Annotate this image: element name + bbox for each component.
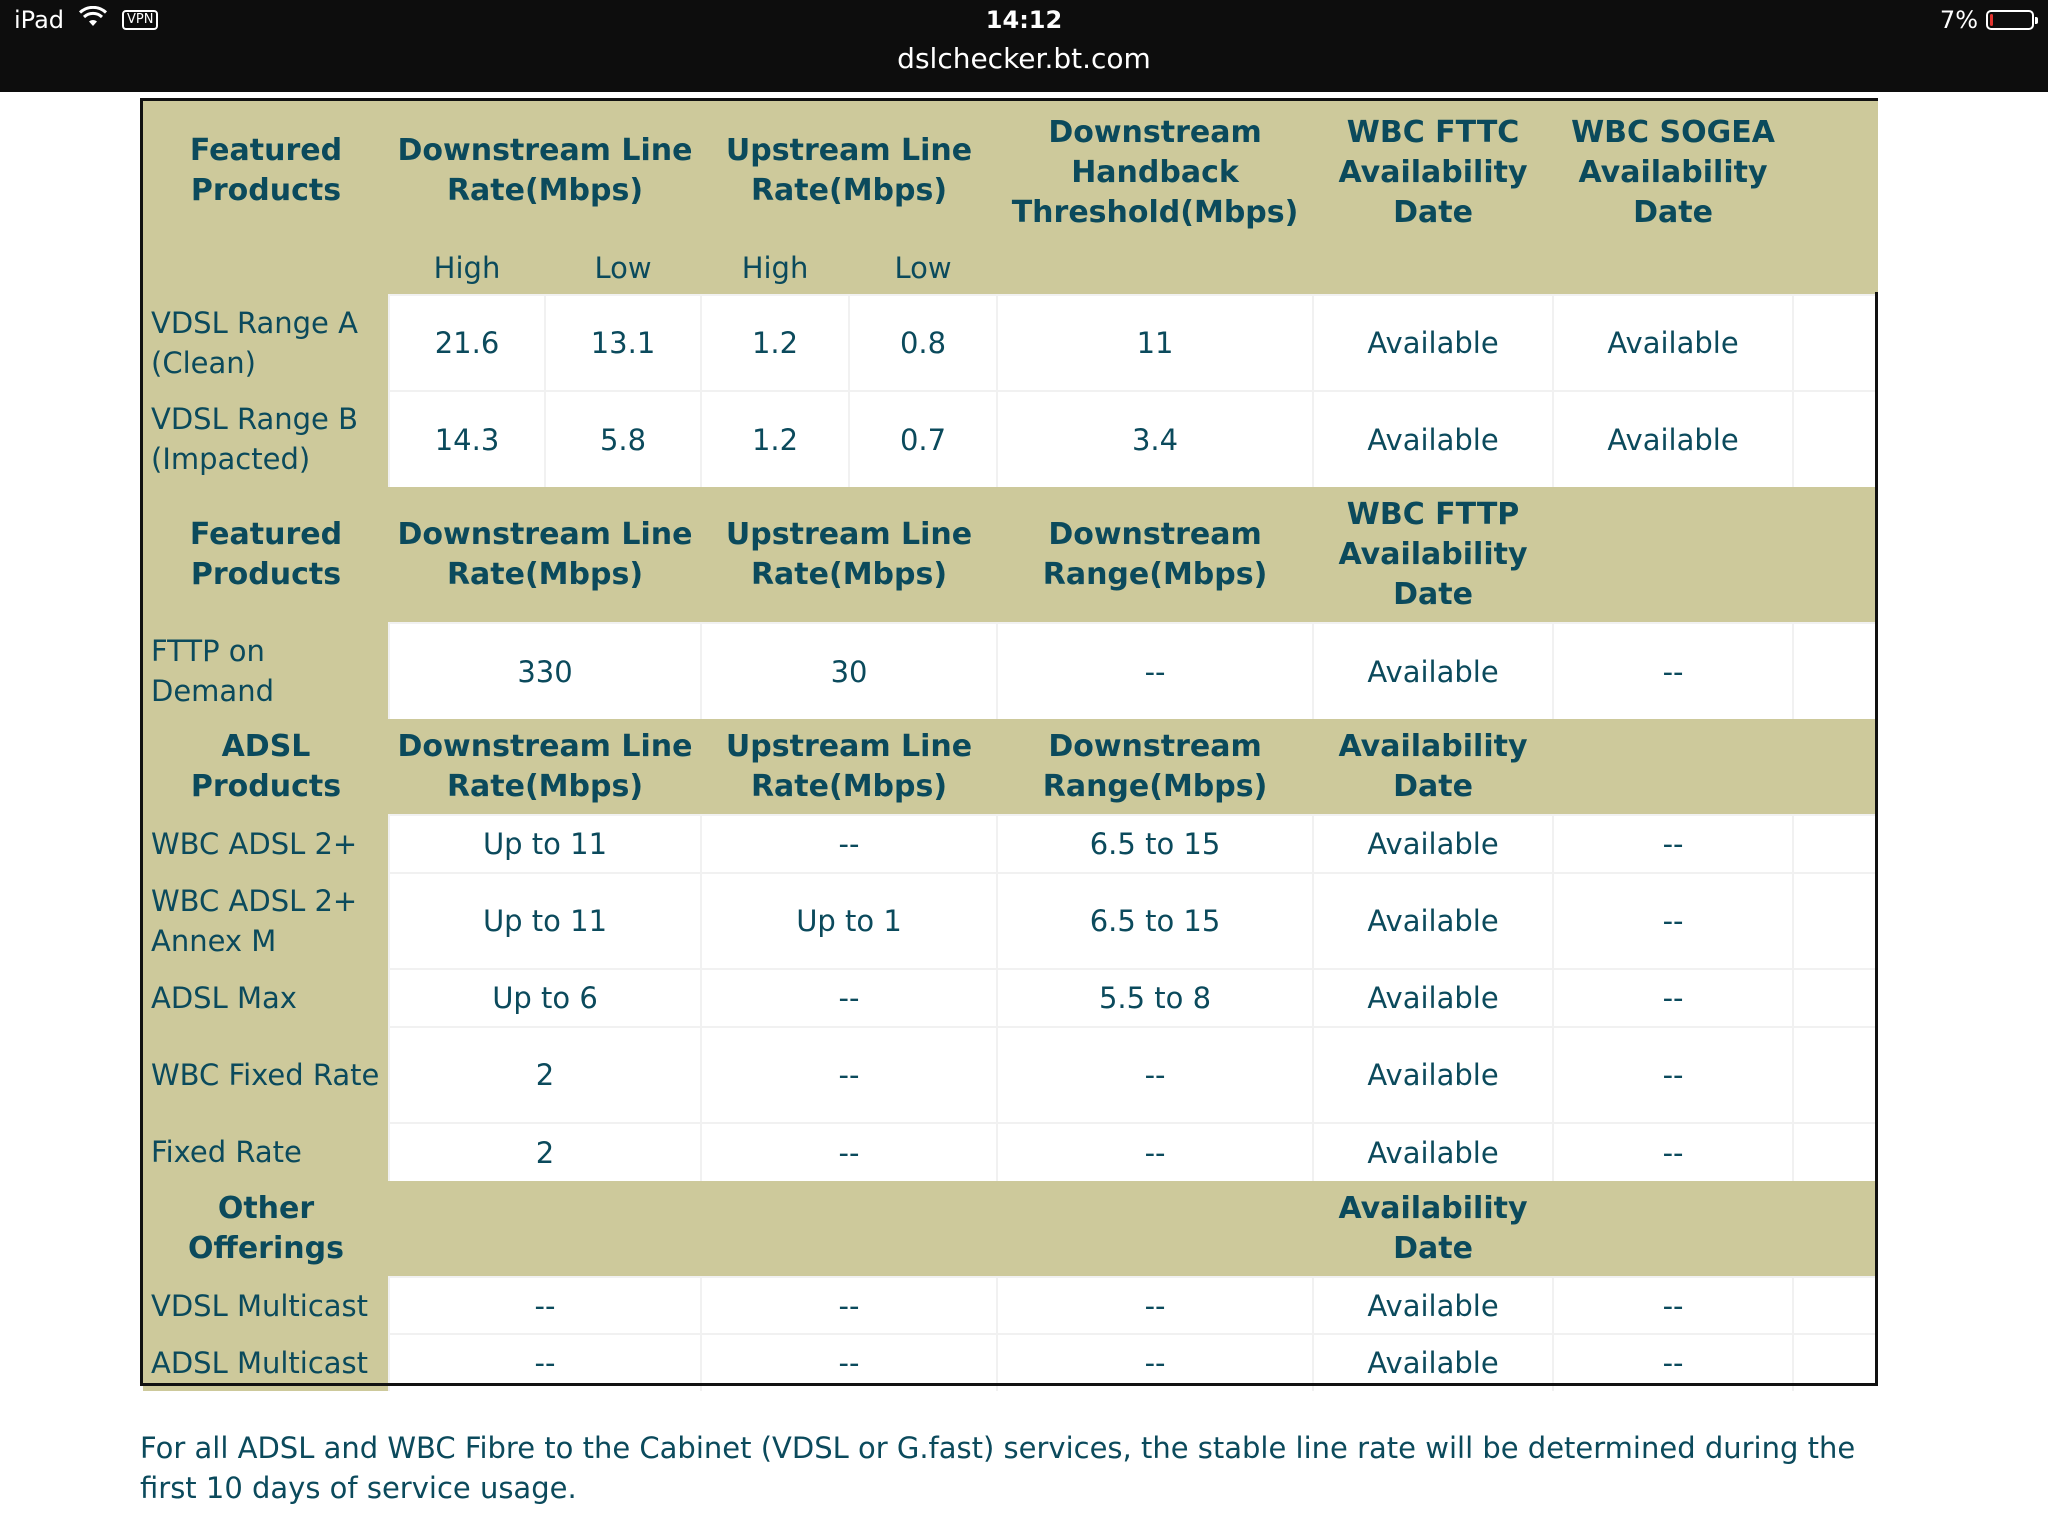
cell-fttc-availability: Available <box>1313 391 1553 487</box>
header-upstream-line-rate: Upstream Line Rate(Mbps) <box>701 101 997 241</box>
fttp-header-row <box>143 487 1878 623</box>
cell-extra: -- <box>1553 1277 1793 1334</box>
status-right <box>1940 6 2034 34</box>
table-right-border <box>1875 292 1878 1386</box>
table-bottom-border <box>140 1383 1878 1386</box>
cell-upstream: -- <box>701 1123 997 1181</box>
vpn-badge: VPN <box>122 10 158 30</box>
header-downstream-line-rate: Downstream Line Rate(Mbps) <box>389 719 701 815</box>
cell-upstream: -- <box>701 1027 997 1123</box>
cell-availability: Available <box>1313 815 1553 873</box>
header-downstream-line-rate: Downstream Line Rate(Mbps) <box>389 101 701 241</box>
cell-availability: Available <box>1313 1123 1553 1181</box>
header-spacer <box>1793 1181 1878 1277</box>
product-name: ADSL Max <box>143 969 389 1027</box>
subheader-blank <box>143 241 389 295</box>
table-row <box>143 873 1878 969</box>
cell-range: 6.5 to 15 <box>997 873 1313 969</box>
table-row <box>143 391 1878 487</box>
cell-handback: 11 <box>997 295 1313 391</box>
cell-availability: Available <box>1313 1334 1553 1391</box>
header-availability-date: Availability Date <box>1313 719 1553 815</box>
header-featured-products: Featured Products <box>143 101 389 241</box>
header-blank <box>1553 1181 1793 1277</box>
cell-extra: -- <box>1553 1334 1793 1391</box>
table-row <box>143 815 1878 873</box>
vdsl-header-row <box>143 101 1878 241</box>
product-name: FTTP on Demand <box>143 623 389 719</box>
table-row <box>143 1027 1878 1123</box>
product-name: VDSL Multicast <box>143 1277 389 1334</box>
cell-spacer <box>1793 1123 1878 1181</box>
table-row <box>143 969 1878 1027</box>
header-adsl-products: ADSL Products <box>143 719 389 815</box>
cell-availability: Available <box>1313 969 1553 1027</box>
table-row <box>143 1277 1878 1334</box>
cell-up-low: 0.8 <box>849 295 997 391</box>
cell-upstream: 30 <box>701 623 997 719</box>
cell-down-low: 5.8 <box>545 391 701 487</box>
cell-downstream: Up to 6 <box>389 969 701 1027</box>
cell-availability: Available <box>1313 873 1553 969</box>
cell-handback: 3.4 <box>997 391 1313 487</box>
address-url[interactable]: dslchecker.bt.com <box>897 42 1151 75</box>
header-availability-date: Availability Date <box>1313 1181 1553 1277</box>
cell-down-high: 14.3 <box>389 391 545 487</box>
status-bar <box>0 0 2048 92</box>
cell-extra: -- <box>1553 623 1793 719</box>
cell-spacer <box>1793 295 1878 391</box>
header-upstream-line-rate: Upstream Line Rate(Mbps) <box>701 487 997 623</box>
adsl-header-row <box>143 719 1878 815</box>
product-name: ADSL Multicast <box>143 1334 389 1391</box>
header-blank <box>701 1181 997 1277</box>
header-downstream-range: Downstream Range(Mbps) <box>997 487 1313 623</box>
cell-availability: Available <box>1313 1277 1553 1334</box>
table-row <box>143 623 1878 719</box>
header-blank <box>1553 487 1793 623</box>
cell-spacer <box>1793 1277 1878 1334</box>
header-wbc-sogea-availability: WBC SOGEA Availability Date <box>1553 101 1793 295</box>
cell-sogea-availability: Available <box>1553 391 1793 487</box>
header-featured-products: Featured Products <box>143 487 389 623</box>
table-row <box>143 295 1878 391</box>
cell-upstream: -- <box>701 969 997 1027</box>
cell-range: -- <box>997 623 1313 719</box>
cell-upstream: -- <box>701 1277 997 1334</box>
other-header-row <box>143 1181 1878 1277</box>
header-downstream-line-rate: Downstream Line Rate(Mbps) <box>389 487 701 623</box>
subheader-down-high: High <box>389 241 545 295</box>
cell-downstream: -- <box>389 1277 701 1334</box>
battery-percent: 7% <box>1939 6 1978 34</box>
cell-downstream: -- <box>389 1334 701 1391</box>
cell-fttc-availability: Available <box>1313 295 1553 391</box>
header-downstream-range: Downstream Range(Mbps) <box>997 719 1313 815</box>
product-name: VDSL Range B (Impacted) <box>143 391 389 487</box>
table-row <box>143 1123 1878 1181</box>
cell-up-high: 1.2 <box>701 391 849 487</box>
cell-downstream: 2 <box>389 1027 701 1123</box>
table-top-border <box>140 98 1815 101</box>
header-spacer <box>1793 719 1878 815</box>
products-table-container <box>140 98 1878 1386</box>
header-wbc-fttc-availability: WBC FTTC Availability Date <box>1313 101 1553 295</box>
product-name: WBC ADSL 2+ <box>143 815 389 873</box>
product-name: WBC ADSL 2+ Annex M <box>143 873 389 969</box>
cell-extra: -- <box>1553 873 1793 969</box>
cell-up-low: 0.7 <box>849 391 997 487</box>
device-name: iPad <box>14 6 65 34</box>
header-spacer <box>1793 487 1878 623</box>
product-name: WBC Fixed Rate <box>143 1027 389 1123</box>
cell-up-high: 1.2 <box>701 295 849 391</box>
cell-downstream: Up to 11 <box>389 815 701 873</box>
cell-spacer <box>1793 623 1878 719</box>
header-handback-threshold: Downstream Handback Threshold(Mbps) <box>997 101 1313 295</box>
cell-spacer <box>1793 1027 1878 1123</box>
cell-spacer <box>1793 391 1878 487</box>
cell-sogea-availability: Available <box>1553 295 1793 391</box>
product-name: VDSL Range A (Clean) <box>143 295 389 391</box>
cell-upstream: -- <box>701 1334 997 1391</box>
cell-spacer <box>1793 969 1878 1027</box>
cell-extra: -- <box>1553 1027 1793 1123</box>
cell-upstream: -- <box>701 815 997 873</box>
cell-upstream: Up to 1 <box>701 873 997 969</box>
cell-spacer <box>1793 873 1878 969</box>
header-upstream-line-rate: Upstream Line Rate(Mbps) <box>701 719 997 815</box>
cell-range: 6.5 to 15 <box>997 815 1313 873</box>
cell-downstream: 330 <box>389 623 701 719</box>
cell-range: -- <box>997 1277 1313 1334</box>
header-wbc-fttp-availability: WBC FTTP Availability Date <box>1313 487 1553 623</box>
cell-spacer <box>1793 815 1878 873</box>
cell-extra: -- <box>1553 815 1793 873</box>
cell-range: -- <box>997 1027 1313 1123</box>
cell-range: -- <box>997 1123 1313 1181</box>
subheader-down-low: Low <box>545 241 701 295</box>
cell-extra: -- <box>1553 1123 1793 1181</box>
cell-down-high: 21.6 <box>389 295 545 391</box>
subheader-up-low: Low <box>849 241 997 295</box>
cell-down-low: 13.1 <box>545 295 701 391</box>
header-blank <box>1553 719 1793 815</box>
cell-extra: -- <box>1553 969 1793 1027</box>
battery-icon <box>1986 10 2034 30</box>
subheader-up-high: High <box>701 241 849 295</box>
cell-range: -- <box>997 1334 1313 1391</box>
cell-availability: Available <box>1313 1027 1553 1123</box>
line-rate-footnote: For all ADSL and WBC Fibre to the Cabinet (VDSL or G.fast) services, the stable line rate will be determined during the first 10 days of service usage. <box>140 1431 1856 1505</box>
product-name: Fixed Rate <box>143 1123 389 1181</box>
cell-downstream: Up to 11 <box>389 873 701 969</box>
status-time: 14:12 <box>985 6 1063 34</box>
products-table <box>143 101 1878 1391</box>
header-spacer <box>1793 101 1878 295</box>
battery-level <box>1990 14 1993 26</box>
cell-downstream: 2 <box>389 1123 701 1181</box>
header-blank <box>389 1181 701 1277</box>
cell-range: 5.5 to 8 <box>997 969 1313 1027</box>
header-blank <box>997 1181 1313 1277</box>
cell-availability: Available <box>1313 623 1553 719</box>
header-other-offerings: Other Offerings <box>143 1181 389 1277</box>
